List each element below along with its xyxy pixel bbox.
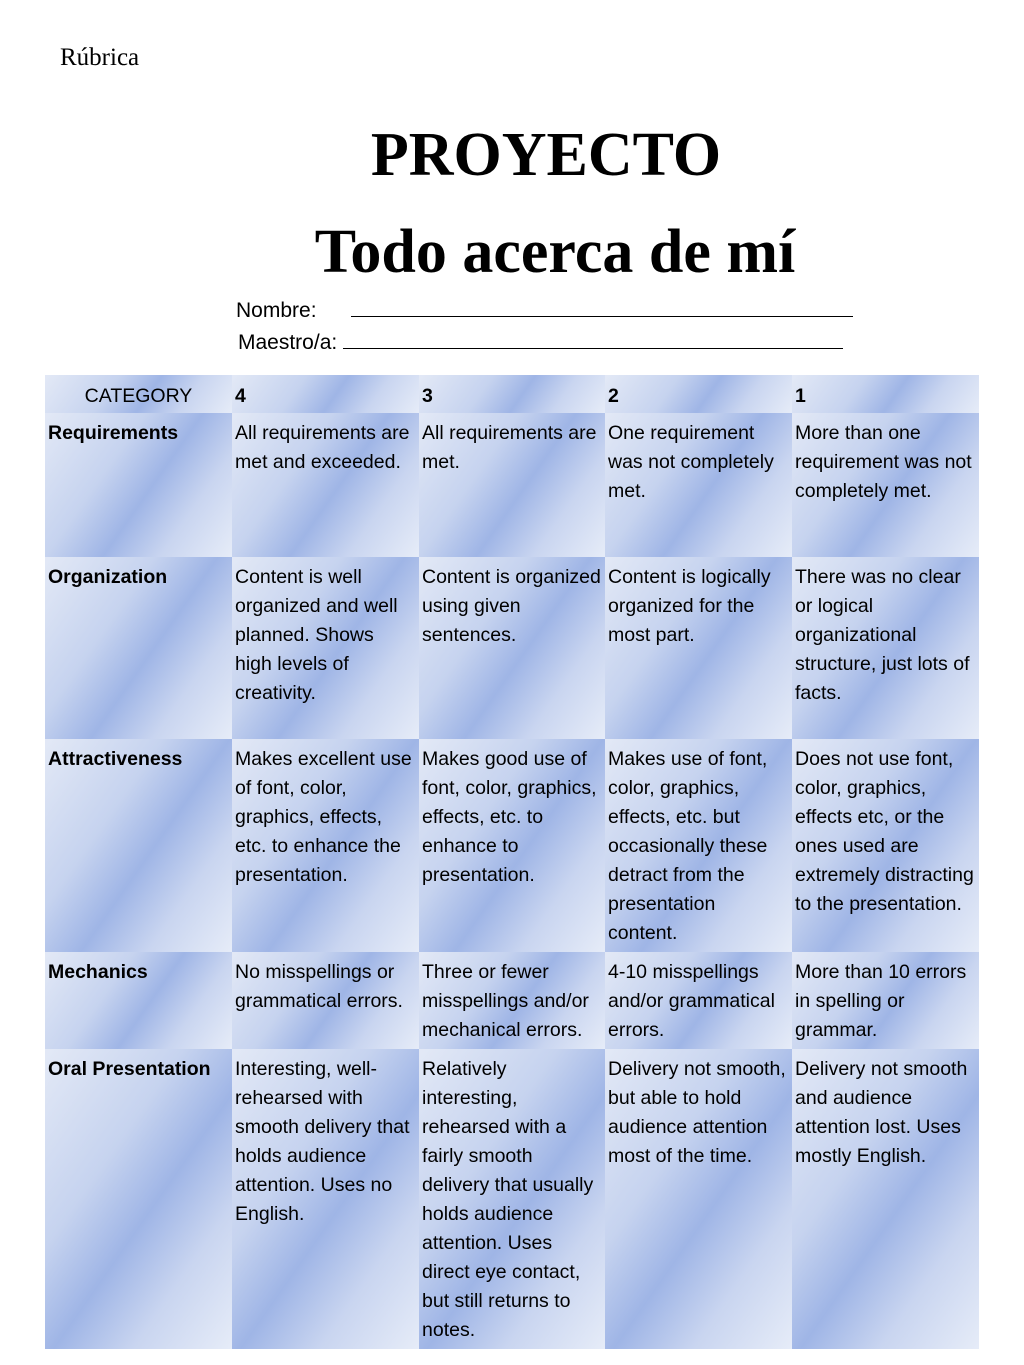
name-blank-line[interactable] — [351, 297, 853, 317]
category-cell: Organization — [45, 557, 232, 739]
teacher-blank-line[interactable] — [343, 329, 843, 349]
name-label: Nombre: — [236, 299, 317, 322]
rubric-cell: There was no clear or logical organizational structure, just lots of facts. — [792, 557, 979, 739]
rubric-table — [45, 375, 979, 1349]
rubric-cell: One requirement was not completely met. — [605, 413, 792, 557]
rubric-cell: Delivery not smooth and audience attention lost. Uses mostly English. — [792, 1049, 979, 1349]
category-cell: Attractiveness — [45, 739, 232, 952]
rubric-cell: All requirements are met and exceeded. — [232, 413, 419, 557]
header-label: Rúbrica — [60, 44, 140, 71]
category-cell: Oral Presentation — [45, 1049, 232, 1349]
header-category: CATEGORY — [45, 375, 232, 413]
teacher-label: Maestro/a: — [238, 331, 338, 354]
page-subtitle: Todo acerca de mí — [314, 218, 796, 286]
page-title: PROYECTO — [370, 121, 722, 189]
rubric-cell: Makes excellent use of font, color, graphics, effects, etc. to enhance the presentation. — [232, 739, 419, 952]
rubric-cell: More than one requirement was not completely met. — [792, 413, 979, 557]
header-score-1: 1 — [792, 375, 979, 413]
rubric-cell: Content is logically organized for the most part. — [605, 557, 792, 739]
rubric-cell: Makes good use of font, color, graphics, effects, etc. to enhance to presentation. — [419, 739, 605, 952]
rubric-cell: 4-10 misspellings and/or grammatical errors. — [605, 952, 792, 1049]
teacher-field — [238, 329, 843, 355]
rubric-cell: All requirements are met. — [419, 413, 605, 557]
rubric-cell: Three or fewer misspellings and/or mechanical errors. — [419, 952, 605, 1049]
category-cell: Requirements — [45, 413, 232, 557]
rubric-row-organization — [45, 557, 979, 739]
rubric-header-row — [45, 375, 979, 413]
rubric-cell: More than 10 errors in spelling or grammar. — [792, 952, 979, 1049]
rubric-cell: No misspellings or grammatical errors. — [232, 952, 419, 1049]
rubric-row-oral-presentation — [45, 1049, 979, 1349]
rubric-cell: Relatively interesting, rehearsed with a fairly smooth delivery that usually holds audience attention. Uses direct eye contact, but still returns to notes. — [419, 1049, 605, 1349]
category-cell: Mechanics — [45, 952, 232, 1049]
rubric-cell: Content is well organized and well planned. Shows high levels of creativity. — [232, 557, 419, 739]
name-field — [236, 297, 853, 323]
rubric-cell: Makes use of font, color, graphics, effects, etc. but occasionally these detract from the presentation content. — [605, 739, 792, 952]
header-score-3: 3 — [419, 375, 605, 413]
rubric-cell: Delivery not smooth, but able to hold audience attention most of the time. — [605, 1049, 792, 1349]
rubric-cell: Interesting, well-rehearsed with smooth delivery that holds audience attention. Uses no English. — [232, 1049, 419, 1349]
header-score-4: 4 — [232, 375, 419, 413]
rubric-cell: Does not use font, color, graphics, effects etc, or the ones used are extremely distracting to the presentation. — [792, 739, 979, 952]
header-score-2: 2 — [605, 375, 792, 413]
rubric-row-attractiveness — [45, 739, 979, 952]
rubric-cell: Content is organized using given sentences. — [419, 557, 605, 739]
rubric-row-requirements — [45, 413, 979, 557]
rubric-row-mechanics — [45, 952, 979, 1049]
